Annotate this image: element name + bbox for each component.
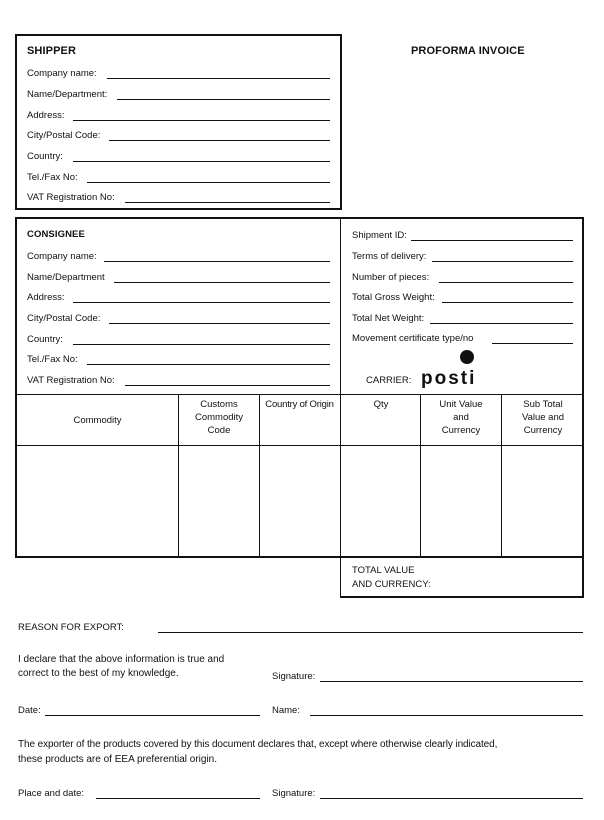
gross-weight-field[interactable] xyxy=(442,302,573,303)
shipment-id-field[interactable] xyxy=(411,240,573,241)
total-value-box xyxy=(340,556,584,598)
shipper-vat-label: VAT Registration No: xyxy=(27,192,115,203)
posti-logo-dot-icon xyxy=(459,349,475,365)
shipper-address-label: Address: xyxy=(27,110,65,121)
consignee-city-label: City/Postal Code: xyxy=(27,313,101,324)
place-and-date-label: Place and date: xyxy=(18,788,85,799)
shipper-country-field[interactable] xyxy=(73,161,330,162)
col-header-sub-total: Sub Total Value and Currency xyxy=(521,399,565,436)
total-value-label-2: AND CURRENCY: xyxy=(352,579,431,590)
terms-of-delivery-label: Terms of delivery: xyxy=(352,251,427,262)
shipment-id-label: Shipment ID: xyxy=(352,230,407,241)
gross-weight-label: Total Gross Weight: xyxy=(352,292,435,303)
consignee-company-field[interactable] xyxy=(104,261,330,262)
consignee-country-field[interactable] xyxy=(73,344,330,345)
consignee-address-label: Address: xyxy=(27,292,65,303)
movement-certificate-label: Movement certificate type/no xyxy=(352,333,474,344)
consignee-department-label: Name/Department xyxy=(27,272,105,283)
shipper-tel-field[interactable] xyxy=(87,182,330,183)
table-row[interactable] xyxy=(17,447,582,556)
consignee-company-label: Company name: xyxy=(27,251,97,262)
consignee-city-field[interactable] xyxy=(109,323,330,324)
declaration-text-1: I declare that the above information is true and xyxy=(18,654,225,665)
col-header-unit-value: Unit Value and Currency xyxy=(439,399,483,436)
signature2-field[interactable] xyxy=(320,798,583,799)
name-label: Name: xyxy=(272,705,300,716)
document-title: PROFORMA INVOICE xyxy=(411,45,525,57)
consignee-department-field[interactable] xyxy=(114,282,330,283)
number-of-pieces-label: Number of pieces: xyxy=(352,272,430,283)
consignee-vat-label: VAT Registration No: xyxy=(27,375,115,386)
consignee-tel-field[interactable] xyxy=(87,364,330,365)
reason-for-export-label: REASON FOR EXPORT: xyxy=(18,622,124,633)
terms-of-delivery-field[interactable] xyxy=(432,261,573,262)
consignee-heading: CONSIGNEE xyxy=(27,229,85,240)
reason-for-export-field[interactable] xyxy=(158,632,583,633)
col-header-country-of-origin: Country of Origin xyxy=(265,399,334,410)
declaration-text-2: correct to the best of my knowledge. xyxy=(18,668,179,679)
signature-label: Signature: xyxy=(272,671,316,682)
movement-certificate-field[interactable] xyxy=(492,343,573,344)
table-header-border xyxy=(15,445,584,446)
origin-declaration-1: The exporter of the products covered by this document declares that, except where otherwise clearly indicated, xyxy=(18,739,498,750)
carrier-label: CARRIER: xyxy=(366,375,412,386)
place-and-date-field[interactable] xyxy=(96,798,260,799)
col-header-qty: Qty xyxy=(373,399,389,410)
consignee-divider xyxy=(340,217,341,395)
consignee-country-label: Country: xyxy=(27,334,63,345)
shipper-country-label: Country: xyxy=(27,151,63,162)
shipper-company-field[interactable] xyxy=(107,78,330,79)
shipper-department-label: Name/Department: xyxy=(27,89,108,100)
shipper-city-field[interactable] xyxy=(109,140,330,141)
shipper-address-field[interactable] xyxy=(73,120,330,121)
origin-declaration-2: these products are of EEA preferential origin. xyxy=(18,754,218,765)
shipper-heading: SHIPPER xyxy=(27,45,76,57)
signature2-label: Signature: xyxy=(272,788,316,799)
date-field[interactable] xyxy=(45,715,260,716)
col-header-customs-code: Customs Commodity Code xyxy=(194,399,244,436)
signature-field[interactable] xyxy=(320,681,583,682)
shipper-company-label: Company name: xyxy=(27,68,97,79)
date-label: Date: xyxy=(18,705,41,716)
carrier-logo: posti xyxy=(421,368,477,389)
table-top-border xyxy=(15,394,584,395)
shipper-city-label: City/Postal Code: xyxy=(27,130,101,141)
net-weight-field[interactable] xyxy=(430,323,573,324)
consignee-tel-label: Tel./Fax No: xyxy=(27,354,78,365)
col-header-commodity: Commodity xyxy=(73,415,122,426)
consignee-vat-field[interactable] xyxy=(125,385,330,386)
shipper-department-field[interactable] xyxy=(117,99,330,100)
consignee-address-field[interactable] xyxy=(73,302,330,303)
shipper-vat-field[interactable] xyxy=(125,202,330,203)
shipper-section xyxy=(15,34,342,210)
shipper-tel-label: Tel./Fax No: xyxy=(27,172,78,183)
total-value-label-1: TOTAL VALUE xyxy=(352,565,415,576)
number-of-pieces-field[interactable] xyxy=(439,282,573,283)
name-field[interactable] xyxy=(310,715,583,716)
net-weight-label: Total Net Weight: xyxy=(352,313,425,324)
